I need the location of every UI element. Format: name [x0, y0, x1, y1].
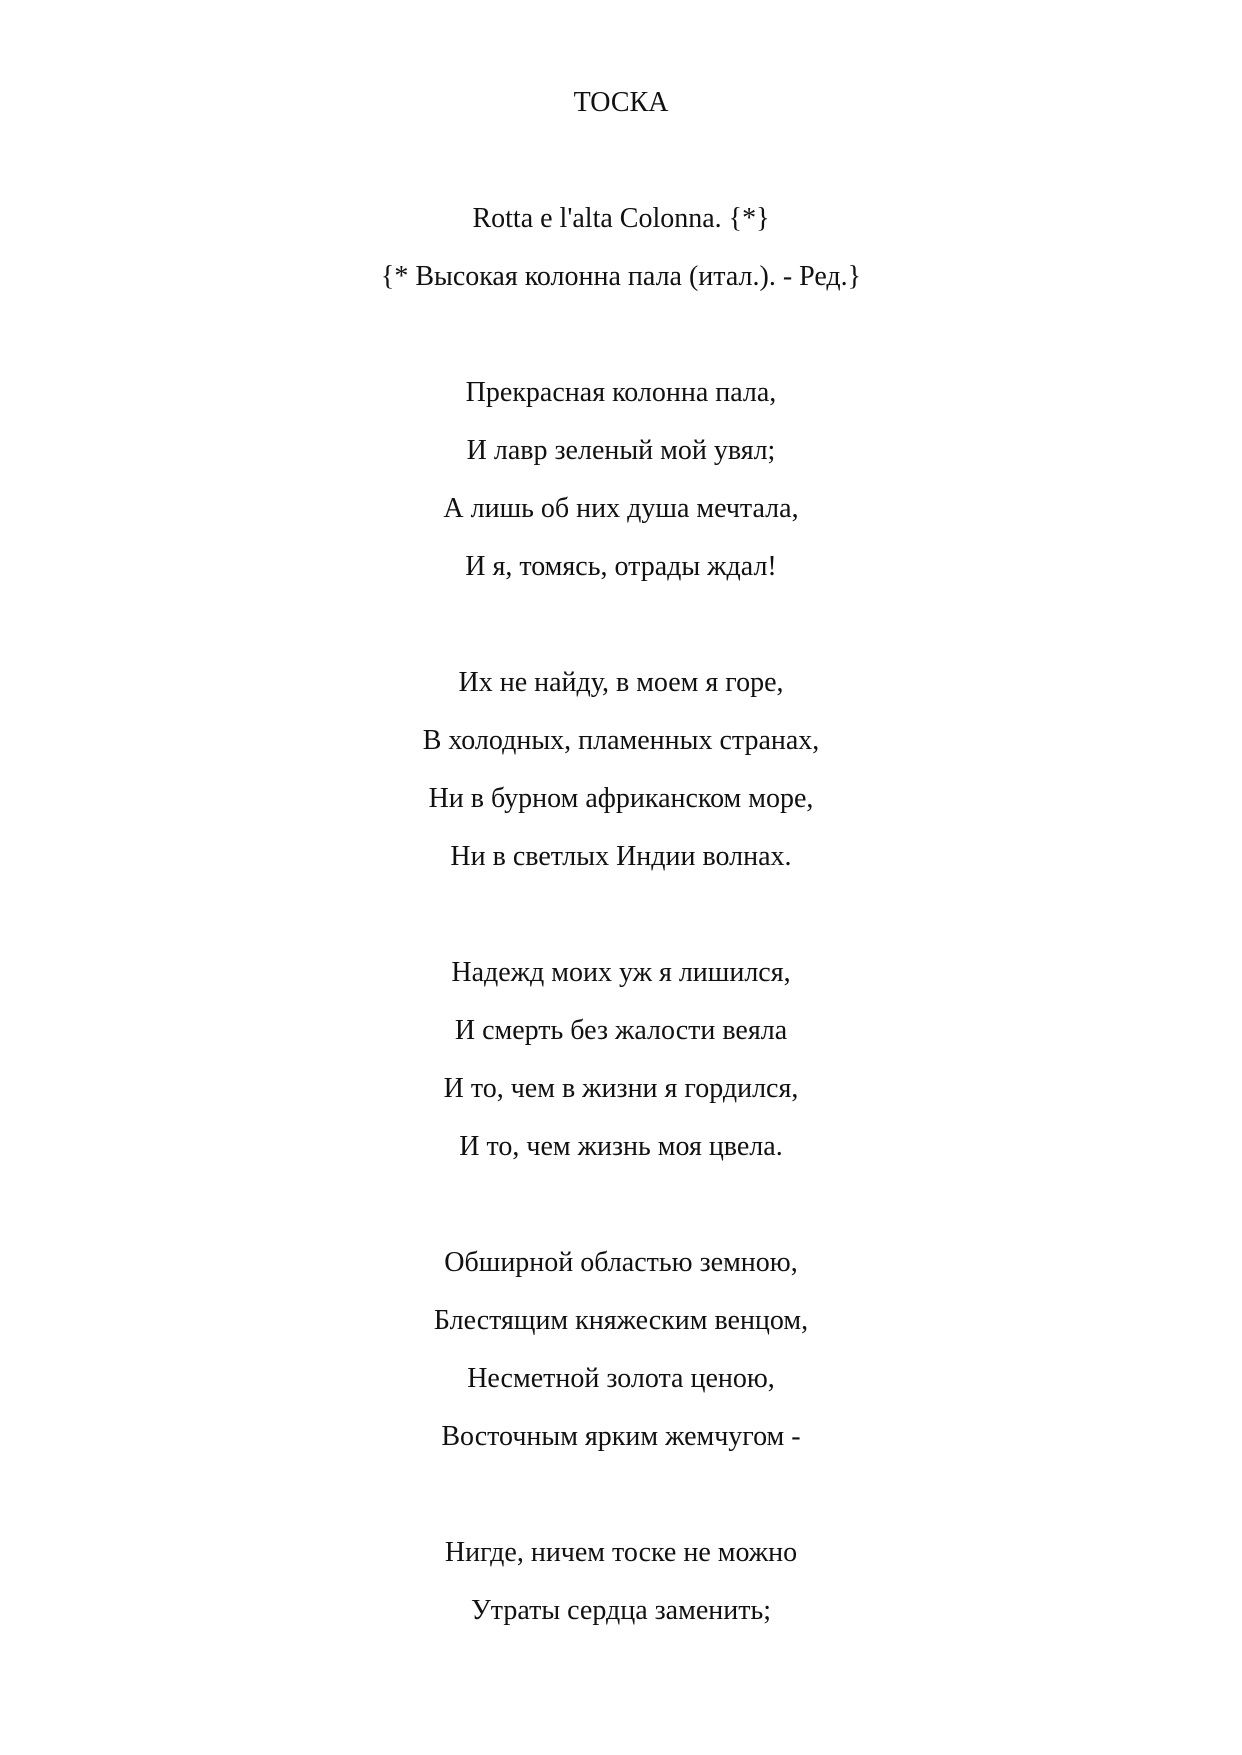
- poem-line: Их не найду, в моем я горе,: [458, 667, 784, 698]
- poem-title: ТОСКА: [573, 87, 669, 118]
- poem-line: Надежд моих уж я лишился,: [451, 957, 791, 988]
- epigraph: Rotta e l'alta Colonna. {*}: [472, 203, 770, 234]
- poem-line: Блестящим княжеским венцом,: [433, 1305, 809, 1336]
- footnote: {* Высокая колонна пала (итал.). - Ред.}: [380, 261, 862, 292]
- poem-line: Несметной золота ценою,: [467, 1363, 775, 1394]
- poem-line: Нигде, ничем тоске не можно: [444, 1537, 798, 1568]
- poem-line: В холодных, пламенных странах,: [422, 725, 820, 756]
- poem-line: Ни в светлых Индии волнах.: [450, 841, 792, 872]
- poem-line: Прекрасная колонна пала,: [465, 377, 777, 408]
- poem-line: Восточным ярким жемчугом -: [441, 1421, 801, 1452]
- poem-line: Утраты сердца заменить;: [470, 1595, 772, 1626]
- poem-line: И то, чем жизнь моя цвела.: [459, 1131, 783, 1162]
- poem-line: Ни в бурном африканском море,: [428, 783, 814, 814]
- poem-line: И лавр зеленый мой увял;: [466, 435, 776, 466]
- poem-line: И смерть без жалости веяла: [454, 1015, 788, 1046]
- poem-line: Обширной областью земною,: [444, 1247, 798, 1278]
- poem-line: И я, томясь, отрады ждал!: [465, 551, 777, 582]
- poem-line: И то, чем в жизни я гордился,: [443, 1073, 799, 1104]
- poem-line: А лишь об них душа мечтала,: [443, 493, 799, 524]
